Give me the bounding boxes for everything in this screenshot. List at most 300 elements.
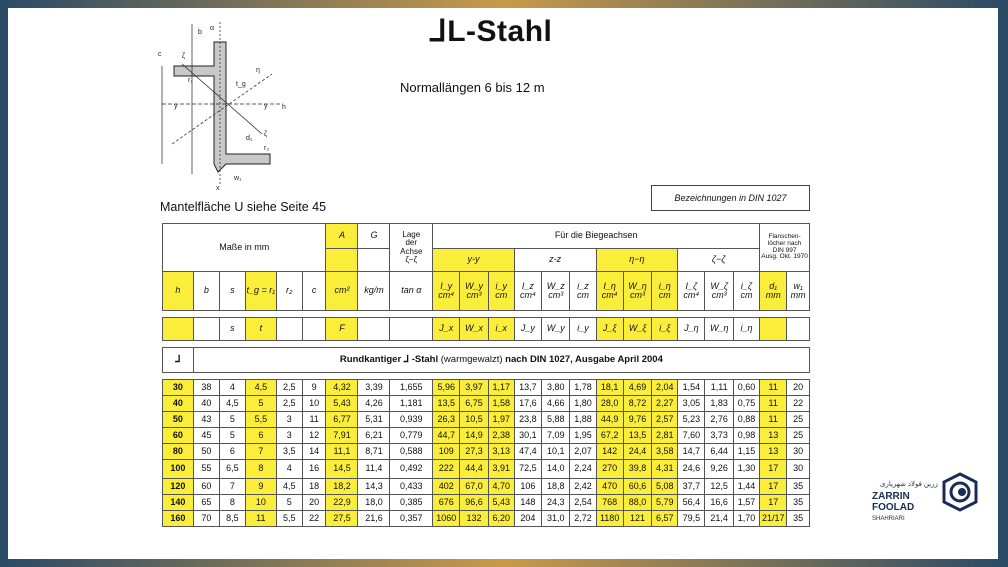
old-symbol [302,318,326,341]
table-row [163,412,810,428]
table-cell: 4,5 [276,479,302,495]
header-unit-text: cm³ [629,290,645,300]
table-cell: 11 [760,380,787,396]
table-cell: 2,5 [276,396,302,412]
table-cell: 21,4 [705,511,733,527]
header-symbol [488,272,514,311]
table-cell: 768 [596,495,623,511]
steel-table [162,223,810,527]
caption-paren: (warmgewalzt) [440,354,503,366]
table-cell: 1060 [433,511,460,527]
logo-persian: زرین فولاد شهریاری [880,481,938,488]
table-cell: 1,70 [733,511,759,527]
table-cell: 100 [163,460,194,479]
profile-glyph: ⅃ [430,15,448,48]
header-symbol-text: I_y [440,280,453,291]
table-cell: 5 [219,428,245,444]
old-symbol: W_ξ [623,318,651,341]
table-cell: 14,7 [678,444,705,460]
table-cell: 55 [193,460,219,479]
table-cell: 6,44 [705,444,733,460]
table-cell: 70 [193,511,219,527]
table-cell: 4,69 [623,380,651,396]
header-symbol [733,272,759,311]
table-cell: 4,70 [488,479,514,495]
header-symbol-text: i_ζ [740,280,753,291]
table-cell: 65 [193,495,219,511]
table-cell: 7,09 [542,428,570,444]
table-cell: 31,0 [542,511,570,527]
old-symbol: W_η [705,318,733,341]
table-cell: 13,5 [433,396,460,412]
header-symbol-text: i_z [577,280,589,291]
table-cell: 10 [245,495,276,511]
diagram-label: h [282,104,286,111]
mantel-note: Mantelfläche U siehe Seite 45 [160,200,327,214]
table-cell: 16,6 [705,495,733,511]
caption-text [193,348,809,373]
table-cell: 3,5 [276,444,302,460]
header-symbol [276,272,302,311]
table-cell: 106 [514,479,541,495]
table-row [163,511,810,527]
caption-symbol: ⅃ [163,348,194,373]
header-symbol [302,272,326,311]
table-cell: 5,08 [652,479,678,495]
table-cell: 22 [302,511,326,527]
header-symbol [245,272,276,311]
table-cell: 1,655 [390,380,433,396]
table-cell: 4 [276,460,302,479]
table-cell: 5,5 [276,511,302,527]
table-cell: 28,0 [596,396,623,412]
header-symbol-text: W_y [465,280,484,291]
table-cell: 30 [787,444,810,460]
table-cell: 14 [302,444,326,460]
logo-name [872,492,914,513]
table-cell: 60,6 [623,479,651,495]
old-symbol [787,318,810,341]
header-lage [390,224,433,272]
table-cell: 5 [219,412,245,428]
table-cell: 38 [193,380,219,396]
table-cell: 43 [193,412,219,428]
table-cell: 17 [760,460,787,479]
table-cell: 109 [433,444,460,460]
table-cell: 25 [787,412,810,428]
table-cell: 22,9 [326,495,358,511]
table-cell: 67,0 [460,479,488,495]
table-cell: 2,42 [570,479,596,495]
old-symbol [193,318,219,341]
header-symbol [623,272,651,311]
header-symbol [193,272,219,311]
table-cell: 40 [193,396,219,412]
header-flansch-line: Ausg. Okt. 1970 [761,253,808,261]
table-cell: 10,1 [542,444,570,460]
table-cell: 148 [514,495,541,511]
table-cell: 6 [245,428,276,444]
bezeichnungen-box: Bezeichnungen in DIN 1027 [651,185,810,211]
table-cell: 4,32 [326,380,358,396]
table-cell: 11,1 [326,444,358,460]
caption-row [163,348,810,373]
table-cell: 3,73 [705,428,733,444]
header-symbol-text: c [311,285,317,296]
table-cell: 21,6 [358,511,390,527]
header-symbol [652,272,678,311]
header-symbol-text: w₁ [793,280,803,291]
table-cell: 10 [302,396,326,412]
table-cell: 14,0 [542,460,570,479]
header-lage-line: der [405,238,418,248]
table-cell: 60 [193,479,219,495]
table-cell: 5,31 [358,412,390,428]
table-cell: 50 [193,444,219,460]
table-row [163,428,810,444]
table-cell: 11 [760,396,787,412]
table-cell: 1,44 [733,479,759,495]
table-cell: 1,95 [570,428,596,444]
table-cell: 12 [302,428,326,444]
table-cell: 222 [433,460,460,479]
header-symbol [163,272,194,311]
header-symbol [460,272,488,311]
diagram-label: t_g [236,81,246,88]
header-symbol-text: I_ζ [685,280,698,291]
table-cell: 132 [460,511,488,527]
old-symbol [276,318,302,341]
table-cell: 1,83 [705,396,733,412]
header-group: z-z [514,249,596,272]
table-cell: 35 [787,495,810,511]
header-symbol-text: b [203,285,209,296]
table-cell: 17 [760,495,787,511]
old-symbol: s [219,318,245,341]
table-cell: 24,4 [623,444,651,460]
table-cell: 30,1 [514,428,541,444]
table-cell: 24,6 [678,460,705,479]
table-cell: 1,97 [488,412,514,428]
table-cell: 14,5 [326,460,358,479]
table-cell: 1,58 [488,396,514,412]
table-row [163,380,810,396]
old-symbol: i_y [570,318,596,341]
header-symbol [326,272,358,311]
header-g-blank [358,249,390,272]
table-cell: 2,57 [652,412,678,428]
header-symbol-text: r₂ [286,285,293,296]
diagram-label: x [216,185,220,192]
table-cell: 0,98 [733,428,759,444]
table-cell: 13 [760,444,787,460]
old-symbol: W_x [460,318,488,341]
table-cell: 27,3 [460,444,488,460]
header-g: G [358,224,390,249]
table-cell: 14,3 [358,479,390,495]
header-symbol-text: i_y [495,280,508,291]
header-symbol [514,272,541,311]
table-cell: 2,04 [652,380,678,396]
table-cell: 17 [760,479,787,495]
header-symbol [705,272,733,311]
table-cell: 23,8 [514,412,541,428]
table-cell: 25 [787,428,810,444]
table-cell: 1,80 [570,396,596,412]
table-cell: 3,91 [488,460,514,479]
table-cell: 204 [514,511,541,527]
header-biege: Für die Biegeachsen [433,224,760,249]
table-cell: 1,30 [733,460,759,479]
table-cell: 1,57 [733,495,759,511]
table-cell: 30 [787,460,810,479]
table-cell: 67,2 [596,428,623,444]
header-a-blank [326,249,358,272]
table-cell: 18,8 [542,479,570,495]
table-cell: 5,43 [326,396,358,412]
diagram-label: d₁ [246,135,253,142]
header-row-3 [163,272,810,311]
table-cell: 3,05 [678,396,705,412]
table-cell: 0,779 [390,428,433,444]
header-symbol [542,272,570,311]
table-cell: 3 [276,428,302,444]
diagram-label: w₁ [234,175,242,182]
table-cell: 3,97 [460,380,488,396]
table-cell: 44,9 [596,412,623,428]
old-symbol: i_ξ [652,318,678,341]
header-symbol [596,272,623,311]
header-unit-text: cm⁴ [601,290,618,300]
table-cell: 1,181 [390,396,433,412]
table-cell: 1,78 [570,380,596,396]
table-cell: 0,385 [390,495,433,511]
header-unit-text: cm [495,290,508,300]
logo-line2: FOOLAD [872,501,915,513]
logo-sub: SHAHRIARI [872,516,905,522]
header-symbol [219,272,245,311]
table-cell: 1,11 [705,380,733,396]
header-a: A [326,224,358,249]
table-cell: 6,57 [652,511,678,527]
table-cell: 35 [787,479,810,495]
caption-prefix: Rundkantiger [339,354,402,366]
table-cell: 2,07 [570,444,596,460]
table-cell: 3 [276,412,302,428]
header-symbol [787,272,810,311]
table-cell: 9,76 [623,412,651,428]
table-row [163,396,810,412]
header-group: y-y [433,249,515,272]
table-cell: 270 [596,460,623,479]
spacer [163,373,810,380]
table-cell: 96,6 [460,495,488,511]
header-row-old [163,318,810,341]
old-symbol: F [326,318,358,341]
header-lage-line: ζ−ζ [405,254,418,264]
old-symbol: t [245,318,276,341]
header-symbol-text: t_g = r₁ [246,285,276,296]
table-cell: 5,43 [488,495,514,511]
diagram-label: b [198,29,202,36]
table-cell: 140 [163,495,194,511]
table-cell: 8,71 [358,444,390,460]
table-cell: 0,60 [733,380,759,396]
table-cell: 80 [163,444,194,460]
table-cell: 20 [302,495,326,511]
diagram-label: α [210,25,215,32]
table-cell: 16 [302,460,326,479]
header-masse: Maße in mm [163,224,326,272]
table-cell: 0,939 [390,412,433,428]
spacer-row [163,341,810,348]
diagram-label: r₁ [188,77,193,84]
table-cell: 4,31 [652,460,678,479]
header-unit-text: cm³ [466,290,482,300]
table-cell: 18,0 [358,495,390,511]
table-cell: 3,39 [358,380,390,396]
spacer-row [163,311,810,318]
header-lage-line: Lage [402,229,421,239]
table-cell: 8 [219,495,245,511]
header-symbol [570,272,596,311]
header-symbol-text: s [230,285,235,296]
table-cell: 10,5 [460,412,488,428]
header-flansch-line: DIN 997 [772,246,797,254]
table-cell: 4,5 [219,396,245,412]
page-title [430,14,552,49]
table-cell: 11 [245,511,276,527]
table-cell: 0,433 [390,479,433,495]
table-cell: 2,38 [488,428,514,444]
table-cell: 27,5 [326,511,358,527]
table-cell: 24,3 [542,495,570,511]
header-unit-text: cm⁴ [438,290,455,300]
table-cell: 22 [787,396,810,412]
header-symbol-text: W_ζ [710,280,729,291]
table-cell: 5 [245,396,276,412]
table-cell: 5 [276,495,302,511]
header-unit-text: mm [765,290,781,300]
header-symbol-text: W_z [546,280,565,291]
header-symbol-text: d₁ [769,280,778,291]
table-cell: 18,2 [326,479,358,495]
table-cell: 11 [760,412,787,428]
table-cell: 11,4 [358,460,390,479]
table-cell: 9 [245,479,276,495]
table-cell: 14,9 [460,428,488,444]
header-unit-text: cm [740,290,753,300]
old-symbol: J_x [433,318,460,341]
table-cell: 0,88 [733,412,759,428]
table-cell: 2,76 [705,412,733,428]
table-cell: 2,54 [570,495,596,511]
table-cell: 120 [163,479,194,495]
table-cell: 20 [787,380,810,396]
table-cell: 121 [623,511,651,527]
table-row [163,444,810,460]
table-cell: 17,6 [514,396,541,412]
table-cell: 470 [596,479,623,495]
diagram-label: ζ [264,131,268,138]
header-flansch [760,224,810,272]
header-unit-text: cm⁴ [519,290,536,300]
table-cell: 11 [302,412,326,428]
table-cell: 26,3 [433,412,460,428]
table-cell: 5,88 [542,412,570,428]
table-cell: 3,58 [652,444,678,460]
caption-suffix: -Stahl [411,354,439,366]
header-unit-text: cm³ [711,290,727,300]
header-group: η−η [596,249,678,272]
table-cell: 88,0 [623,495,651,511]
old-symbol: W_y [542,318,570,341]
table-cell: 5,79 [652,495,678,511]
table-cell: 1,17 [488,380,514,396]
table-cell: 4,26 [358,396,390,412]
table-cell: 72,5 [514,460,541,479]
table-cell: 40 [163,396,194,412]
table-cell: 60 [163,428,194,444]
table-cell: 45 [193,428,219,444]
header-group: ζ−ζ [678,249,760,272]
table-cell: 8 [245,460,276,479]
header-unit-text: cm [658,290,671,300]
old-symbol: i_x [488,318,514,341]
table-cell: 79,5 [678,511,705,527]
spacer [163,341,810,348]
header-unit-text: cm³ [548,290,564,300]
table-cell: 18 [302,479,326,495]
table-cell: 7 [245,444,276,460]
header-unit-text: cm [577,290,589,300]
header-symbol-text: i_η [658,280,671,291]
page-title-text: L-Stahl [447,15,553,48]
table-cell: 13 [760,428,787,444]
spacer-row [163,373,810,380]
header-symbol-text: tan α [401,285,422,296]
table-cell: 142 [596,444,623,460]
table-cell: 9 [302,380,326,396]
table-cell: 37,7 [678,479,705,495]
diagram-label: ζ [182,53,186,60]
table-cell: 44,7 [433,428,460,444]
table-cell: 21/17 [760,511,787,527]
diagram-label: y [174,103,178,110]
table-cell: 8,5 [219,511,245,527]
header-row-1 [163,224,810,249]
old-symbol [358,318,390,341]
table-cell: 12,5 [705,479,733,495]
table-row [163,479,810,495]
old-symbol [390,318,433,341]
table-cell: 6,20 [488,511,514,527]
diagram-label: y [264,103,268,110]
header-symbol-text: I_z [521,280,534,291]
table-cell: 3,13 [488,444,514,460]
header-symbol-text: cm² [334,285,350,296]
table-cell: 2,72 [570,511,596,527]
table-cell: 2,24 [570,460,596,479]
table-cell: 1,88 [570,412,596,428]
caption-rest: nach DIN 1027, Ausgabe April 2004 [505,354,663,366]
header-unit-text: cm⁴ [683,290,700,300]
table-cell: 0,492 [390,460,433,479]
header-symbol [760,272,787,311]
header-flansch-line: Flanschen- [768,232,801,240]
diagram-label: c [158,51,162,58]
table-cell: 7,91 [326,428,358,444]
